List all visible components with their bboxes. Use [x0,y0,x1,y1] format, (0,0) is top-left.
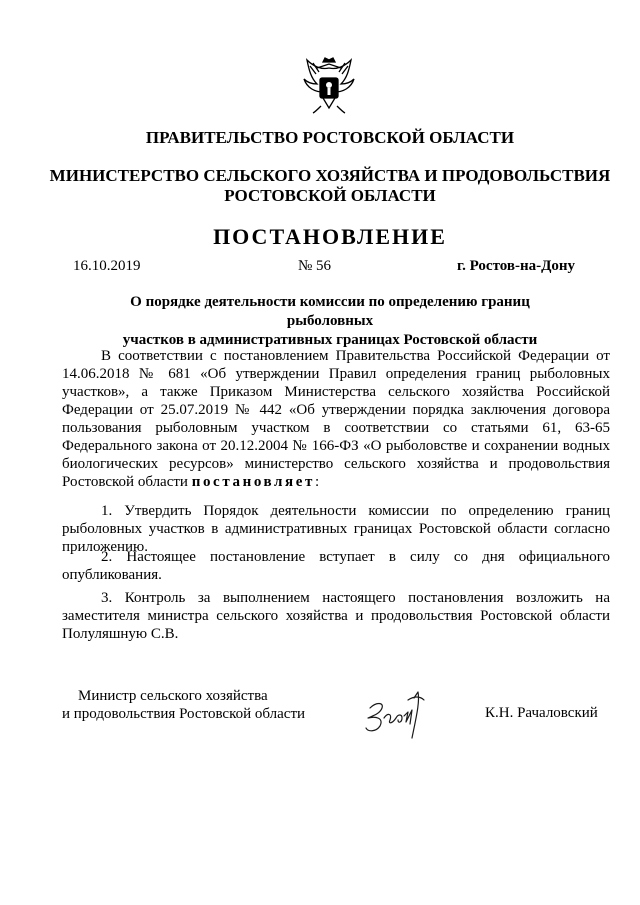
item-3: 3. Контроль за выполнением настоящего постановления возложить на заместителя министра сельского хозяйства и продовольствия Ростовской области Полуляшную С.В. [62,590,610,642]
coat-of-arms-icon [301,56,357,114]
document-date: 16.10.2019 [73,258,141,274]
document-type-title: ПОСТАНОВЛЕНИЕ [213,224,447,249]
preamble-text: В соответствии с постановлением Правительства Российской Федерации от 14.06.2018 № 681 «Об утверждении Правил определения границ рыболовных участков», а также Приказом Министерства сельского хозяйства Российской Федерации от 25.07.2019 № 442 «Об утверждении порядка заключения договора пользования рыболовным участком в соответствии со статьями 61, 63-65 Федерального закона от 20.12.2004 № 166-ФЗ «О рыболовстве и сохранении водных биологических ресурсов» министерство сельского хозяйства и продовольствия Ростовской области [62,348,610,490]
document-subject [95,293,565,350]
document-number: № 56 [298,258,332,274]
government-heading: ПРАВИТЕЛЬСТВО РОСТОВСКОЙ ОБЛАСТИ [145,128,515,147]
document-city: г. Ростов-на-Дону [457,258,576,274]
handwritten-signature-icon [362,688,432,740]
signatory-title-line2: и продовольствия Ростовской области [62,706,306,722]
signatory-title [62,687,305,723]
subject-line1: О порядке деятельности комиссии по определению границ рыболовных [130,294,530,329]
item-2: 2. Настоящее постановление вступает в силу со дня официального опубликования. [62,549,610,583]
resolves-suffix: : [315,474,320,490]
ministry-heading-line2: РОСТОВСКОЙ ОБЛАСТИ [224,186,436,205]
signatory-title-line1: Министр сельского хозяйства [78,688,268,704]
preamble-paragraph [62,347,610,491]
resolves-word: постановляет [191,474,315,490]
item-1: 1. Утвердить Порядок деятельности комиссии по определению границ рыболовных участков в административных границах Ростовской области согласно приложению. [62,503,610,555]
signatory-name: К.Н. Рачаловский [485,705,598,721]
ministry-heading-line1: МИНИСТЕРСТВО СЕЛЬСКОГО ХОЗЯЙСТВА И ПРОДОВОЛЬСТВИЯ [49,166,611,185]
subject-line2: участков в административных границах Ростовской области [122,332,538,348]
